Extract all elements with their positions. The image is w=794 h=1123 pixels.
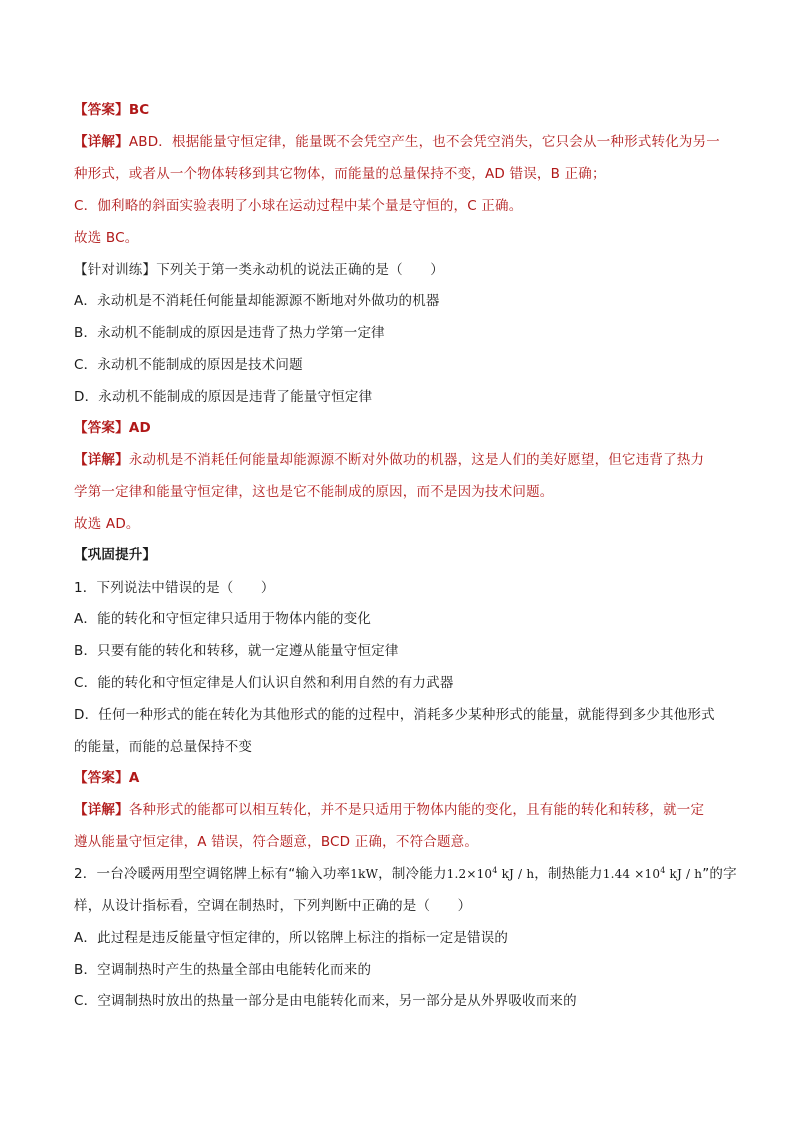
- training-question: [74, 260, 444, 280]
- option-a: A．能的转化和守恒定律只适用于物体内能的变化: [74, 611, 372, 627]
- answer-tag: 【答案】: [74, 420, 129, 436]
- question-1: 1．下列说法中错误的是（ ）: [74, 580, 275, 596]
- detail-tag: 【详解】: [74, 452, 129, 468]
- option-b: B．只要有能的转化和转移，就一定遵从能量守恒定律: [74, 643, 399, 659]
- detail-line: [74, 800, 704, 820]
- heat-mantissa: 1.44 ×10: [602, 867, 661, 881]
- heat-value: [603, 867, 702, 881]
- answer-tag: 【答案】: [74, 102, 129, 118]
- detail-text: C．伽利略的斜面实验表明了小球在运动过程中某个量是守恒的，C 正确。: [74, 198, 523, 214]
- cool-mantissa: 1.2×10: [446, 867, 493, 881]
- option-d: D．任何一种形式的能在转化为其他形式的能的过程中，消耗多少某种形式的能量，就能得到多少其他形式: [74, 707, 715, 723]
- answer-value: AD: [128, 420, 151, 436]
- conclusion: 故选 BC。: [74, 230, 139, 246]
- option-b: B．永动机不能制成的原因是违背了热力学第一定律: [74, 325, 385, 341]
- detail-line: [74, 450, 704, 470]
- q2-end: ”的字: [702, 866, 737, 882]
- section-title: 【巩固提升】: [74, 547, 157, 563]
- detail-tag: 【详解】: [74, 134, 129, 150]
- question-text: 下列关于第一类永动机的说法正确的是（ ）: [156, 262, 444, 278]
- answer-line: [74, 100, 149, 120]
- q2-mid: ，制冷能力: [378, 866, 447, 882]
- answer-tag: 【答案】: [74, 770, 129, 786]
- detail-text: ABD．根据能量守恒定律，能量既不会凭空产生，也不会凭空消失，它只会从一种形式转化为另一: [128, 134, 721, 150]
- option-d-cont: 的能量，而能的总量保持不变: [74, 739, 253, 755]
- cool-exponent: 4: [492, 866, 498, 875]
- detail-line: [74, 132, 720, 152]
- answer-value: A: [128, 770, 140, 786]
- option-c: C．永动机不能制成的原因是技术问题: [74, 357, 303, 373]
- conclusion: 故选 AD。: [74, 516, 140, 532]
- detail-text: 学第一定律和能量守恒定律，这也是它不能制成的原因，而不是因为技术问题。: [74, 484, 554, 500]
- detail-text: 永动机是不消耗任何能量却能源源不断对外做功的机器，这是人们的美好愿望，但它违背了热力: [128, 452, 705, 468]
- heat-exponent: 4: [660, 866, 666, 875]
- detail-text: 遵从能量守恒定律，A 错误，符合题意，BCD 正确，不符合题意。: [74, 834, 479, 850]
- option-a: A．永动机是不消耗任何能量却能源源不断地对外做功的机器: [74, 293, 440, 309]
- question-2-cont: 样，从设计指标看，空调在制热时，下列判断中正确的是（ ）: [74, 898, 472, 914]
- detail-text: 种形式，或者从一个物体转移到其它物体，而能量的总量保持不变，AD 错误，B 正确；: [74, 166, 606, 182]
- detail-text: 各种形式的能都可以相互转化，并不是只适用于物体内能的变化，且有能的转化和转移，就一定: [128, 802, 705, 818]
- cool-value: [447, 867, 535, 881]
- training-tag: 【针对训练】: [74, 262, 157, 278]
- option-d: D．永动机不能制成的原因是违背了能量守恒定律: [74, 389, 373, 405]
- option-a: A．此过程是违反能量守恒定律的，所以铭牌上标注的指标一定是错误的: [74, 930, 509, 946]
- q2-prefix: 2．一台冷暖两用型空调铭牌上标有“输入功率: [74, 866, 351, 882]
- q2-mid: ，制热能力: [534, 866, 603, 882]
- option-c: C．能的转化和守恒定律是人们认识自然和利用自然的有力武器: [74, 675, 454, 691]
- cool-unit: kJ / h: [501, 867, 535, 881]
- power-value: 1kW: [350, 867, 379, 881]
- option-b: B．空调制热时产生的热量全部由电能转化而来的: [74, 962, 372, 978]
- answer-line: [74, 418, 151, 438]
- detail-tag: 【详解】: [74, 802, 129, 818]
- answer-line: [74, 768, 139, 788]
- answer-value: BC: [128, 102, 150, 118]
- option-c: C．空调制热时放出的热量一部分是由电能转化而来，另一部分是从外界吸收而来的: [74, 993, 577, 1009]
- question-2: [74, 864, 737, 884]
- heat-unit: kJ / h: [669, 867, 703, 881]
